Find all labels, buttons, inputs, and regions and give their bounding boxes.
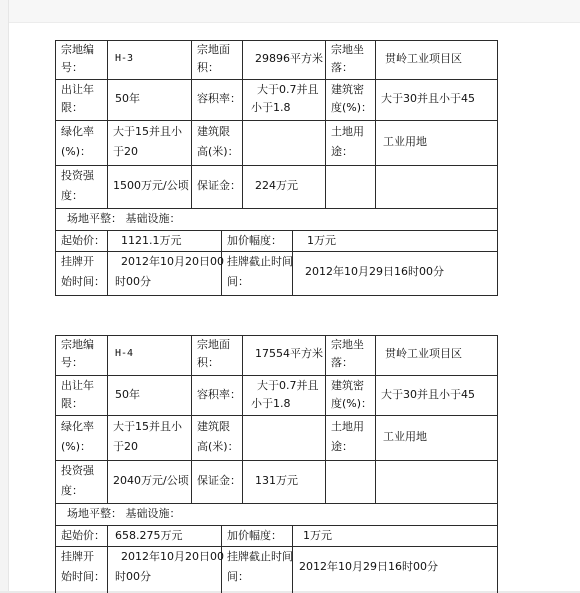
location-value: 贯岭工业项目区 bbox=[385, 52, 462, 65]
deposit-value: 131万元 bbox=[255, 474, 298, 487]
area-value: 29896平方米 bbox=[255, 52, 323, 65]
location-label: 宗地坐 bbox=[331, 338, 364, 351]
parcel-no-label-cont: 号： bbox=[61, 356, 83, 369]
invest-label-cont: 度： bbox=[61, 189, 83, 202]
listing-start-label-cont: 始时间： bbox=[61, 570, 105, 583]
start-price-value: 658.275万元 bbox=[115, 529, 183, 542]
parcel-no-value: H-3 bbox=[115, 53, 134, 64]
green-label: 绿化率 bbox=[61, 125, 94, 138]
listing-end-label: 挂牌截止时间 bbox=[227, 550, 293, 563]
far-label: 容积率： bbox=[197, 388, 241, 401]
height-label-cont: 高(米)： bbox=[197, 145, 239, 158]
height-label: 建筑限 bbox=[197, 420, 230, 433]
document-left-margin bbox=[0, 0, 9, 593]
listing-start-label-cont: 始时间： bbox=[61, 275, 105, 288]
green-value: 大于15并且小 bbox=[113, 420, 182, 433]
increment-label: 加价幅度： bbox=[227, 529, 282, 542]
deposit-value: 224万元 bbox=[255, 179, 298, 192]
area-label-cont: 积： bbox=[197, 356, 219, 369]
listing-end-label-cont: 间： bbox=[227, 275, 249, 288]
use-label-cont: 途： bbox=[331, 440, 353, 453]
listing-end-value: 2012年10月29日16时00分 bbox=[305, 265, 444, 278]
height-label: 建筑限 bbox=[197, 125, 230, 138]
area-label: 宗地面 bbox=[197, 43, 230, 56]
increment-label: 加价幅度： bbox=[227, 234, 282, 247]
invest-value: 2040万元/公顷 bbox=[113, 474, 189, 487]
listing-start-value-cont: 时00分 bbox=[115, 570, 151, 583]
green-label-cont: (%)： bbox=[61, 145, 92, 158]
area-label: 宗地面 bbox=[197, 338, 230, 351]
term-value: 50年 bbox=[115, 388, 140, 401]
density-label-cont: 度(%)： bbox=[331, 397, 373, 410]
listing-start-value: 2012年10月20日00 bbox=[121, 550, 224, 563]
far-label: 容积率： bbox=[197, 92, 241, 105]
density-label: 建筑密 bbox=[331, 379, 364, 392]
start-price-label: 起始价： bbox=[61, 529, 105, 542]
invest-label-cont: 度： bbox=[61, 484, 83, 497]
deposit-label: 保证金： bbox=[197, 179, 241, 192]
density-label: 建筑密 bbox=[331, 83, 364, 96]
listing-start-label: 挂牌开 bbox=[61, 550, 94, 563]
parcel-no-label: 宗地编 bbox=[61, 338, 94, 351]
location-label-cont: 落： bbox=[331, 61, 353, 74]
area-label-cont: 积： bbox=[197, 61, 219, 74]
use-label: 土地用 bbox=[331, 420, 364, 433]
location-label-cont: 落： bbox=[331, 356, 353, 369]
land-parcel-table-h4 bbox=[55, 335, 498, 593]
start-price-label: 起始价： bbox=[61, 234, 105, 247]
use-label-cont: 途： bbox=[331, 145, 353, 158]
far-value: 大于0.7并且 bbox=[257, 379, 319, 392]
invest-label: 投资强 bbox=[61, 464, 94, 477]
use-label: 土地用 bbox=[331, 125, 364, 138]
use-value: 工业用地 bbox=[383, 430, 427, 443]
start-price-value: 1121.1万元 bbox=[121, 234, 182, 247]
increment-value: 1万元 bbox=[303, 529, 332, 542]
location-label: 宗地坐 bbox=[331, 43, 364, 56]
invest-value: 1500万元/公顷 bbox=[113, 179, 189, 192]
term-value: 50年 bbox=[115, 92, 140, 105]
site-prep-row: 场地平整： 基础设施： bbox=[67, 507, 181, 520]
deposit-label: 保证金： bbox=[197, 474, 241, 487]
listing-end-label-cont: 间： bbox=[227, 570, 249, 583]
listing-end-value: 2012年10月29日16时00分 bbox=[299, 560, 438, 573]
height-label-cont: 高(米)： bbox=[197, 440, 239, 453]
far-value-cont: 小于1.8 bbox=[251, 397, 291, 410]
land-parcel-table-h3 bbox=[55, 40, 498, 296]
far-value: 大于0.7并且 bbox=[257, 83, 319, 96]
term-label: 出让年 bbox=[61, 83, 94, 96]
location-value: 贯岭工业项目区 bbox=[385, 347, 462, 360]
density-value: 大于30并且小于45 bbox=[381, 92, 475, 105]
invest-label: 投资强 bbox=[61, 169, 94, 182]
density-label-cont: 度(%)： bbox=[331, 101, 373, 114]
density-value: 大于30并且小于45 bbox=[381, 388, 475, 401]
document-top-bar bbox=[0, 0, 580, 23]
area-value: 17554平方米 bbox=[255, 347, 323, 360]
parcel-no-value: H-4 bbox=[115, 348, 134, 359]
listing-end-label: 挂牌截止时间 bbox=[227, 255, 293, 268]
far-value-cont: 小于1.8 bbox=[251, 101, 291, 114]
green-label-cont: (%)： bbox=[61, 440, 92, 453]
term-label-cont: 限： bbox=[61, 101, 83, 114]
green-value-cont: 于20 bbox=[113, 440, 138, 453]
increment-value: 1万元 bbox=[307, 234, 336, 247]
listing-start-value-cont: 时00分 bbox=[115, 275, 151, 288]
site-prep-row: 场地平整： 基础设施： bbox=[67, 212, 181, 225]
use-value: 工业用地 bbox=[383, 135, 427, 148]
parcel-no-label-cont: 号： bbox=[61, 61, 83, 74]
green-value: 大于15并且小 bbox=[113, 125, 182, 138]
term-label: 出让年 bbox=[61, 379, 94, 392]
green-value-cont: 于20 bbox=[113, 145, 138, 158]
term-label-cont: 限： bbox=[61, 397, 83, 410]
green-label: 绿化率 bbox=[61, 420, 94, 433]
parcel-no-label: 宗地编 bbox=[61, 43, 94, 56]
listing-start-value: 2012年10月20日00 bbox=[121, 255, 224, 268]
listing-start-label: 挂牌开 bbox=[61, 255, 94, 268]
